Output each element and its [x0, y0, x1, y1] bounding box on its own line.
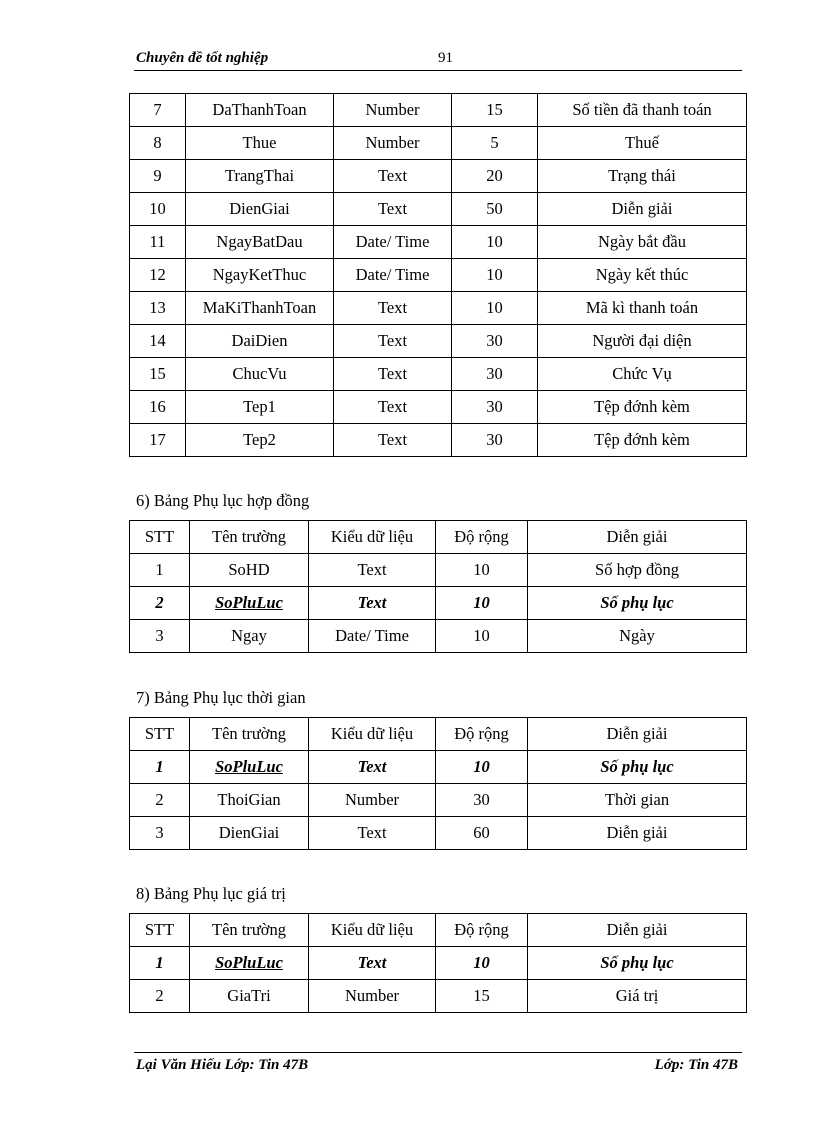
- table-row-key: 2 SoPluLuc Text 10 Số phụ lục: [130, 587, 747, 620]
- table-row-key: 1 SoPluLuc Text 10 Số phụ lục: [130, 947, 747, 980]
- footer-author: Lại Văn Hiếu Lớp: Tin 47B: [136, 1057, 309, 1073]
- page-footer: [134, 1052, 742, 1077]
- table-row: 10 DienGiai Text 50 Diễn giải: [130, 193, 747, 226]
- section-title-contract-appendix: 6) Bảng Phụ lục hợp đồng: [136, 491, 310, 510]
- footer-class: Lớp: Tin 47B: [654, 1057, 738, 1073]
- table-header-row: STT Tên trường Kiểu dữ liệu Độ rộng Diễn giải: [130, 521, 747, 554]
- table-row: 7 DaThanhToan Number 15 Số tiền đã thanh toán: [130, 94, 747, 127]
- fields-table-continued: [129, 93, 747, 457]
- table-row: 1 SoHD Text 10 Số hợp đồng: [130, 554, 747, 587]
- table-row: 2 GiaTri Number 15 Giá trị: [130, 980, 747, 1013]
- table-row: 3 Ngay Date/ Time 10 Ngày: [130, 620, 747, 653]
- table-row: 3 DienGiai Text 60 Diễn giải: [130, 817, 747, 850]
- table-row: 15 ChucVu Text 30 Chức Vụ: [130, 358, 747, 391]
- table-row: 13 MaKiThanhToan Text 10 Mã kì thanh toán: [130, 292, 747, 325]
- value-appendix-table: [129, 913, 747, 1013]
- section-title-time-appendix: 7) Bảng Phụ lục thời gian: [136, 688, 306, 707]
- table-row: 16 Tep1 Text 30 Tệp đớnh kèm: [130, 391, 747, 424]
- table-row: 14 DaiDien Text 30 Người đại diện: [130, 325, 747, 358]
- table-header-row: STT Tên trường Kiểu dữ liệu Độ rộng Diễn giải: [130, 914, 747, 947]
- contract-appendix-table: [129, 520, 747, 653]
- table-row: 12 NgayKetThuc Date/ Time 10 Ngày kết thúc: [130, 259, 747, 292]
- time-appendix-table: [129, 717, 747, 850]
- table-row: 11 NgayBatDau Date/ Time 10 Ngày bắt đầu: [130, 226, 747, 259]
- header-title: Chuyên đề tốt nghiệp: [136, 50, 269, 66]
- table-row: 2 ThoiGian Number 30 Thời gian: [130, 784, 747, 817]
- table-header-row: STT Tên trường Kiểu dữ liệu Độ rộng Diễn giải: [130, 718, 747, 751]
- table-row: 17 Tep2 Text 30 Tệp đớnh kèm: [130, 424, 747, 457]
- table-row-key: 1 SoPluLuc Text 10 Số phụ lục: [130, 751, 747, 784]
- section-title-value-appendix: 8) Bảng Phụ lục giá trị: [136, 884, 286, 903]
- page-header: [134, 49, 742, 71]
- table-row: 9 TrangThai Text 20 Trạng thái: [130, 160, 747, 193]
- page-number: 91: [438, 50, 453, 66]
- table-row: 8 Thue Number 5 Thuế: [130, 127, 747, 160]
